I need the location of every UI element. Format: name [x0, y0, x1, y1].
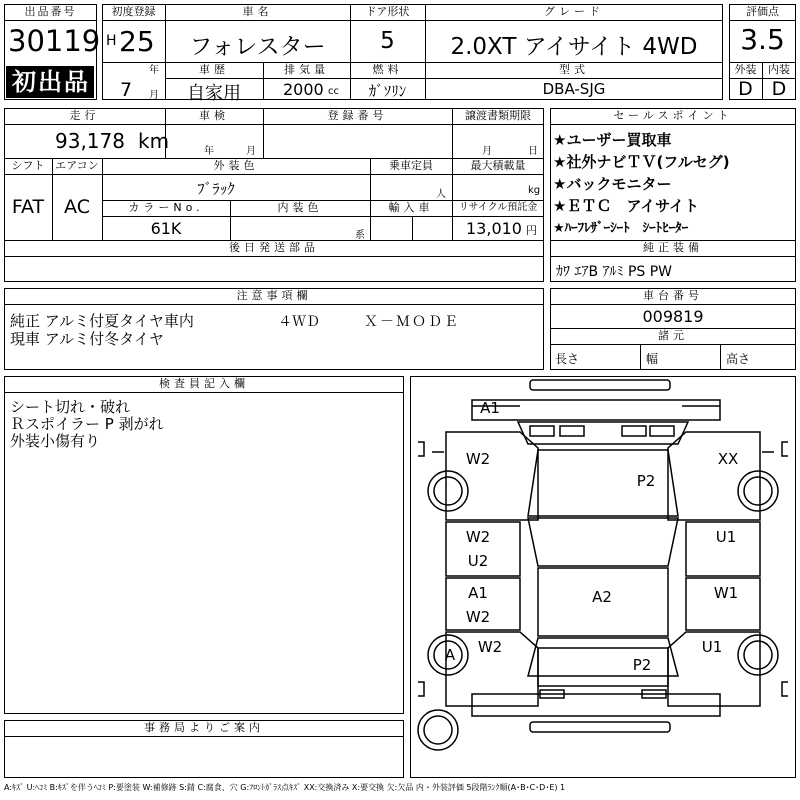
legend: A:ｷｽﾞ U:ﾍｺﾐ B:ｷｽﾞを伴うﾍｺﾐ P:要塗装 W:補修跡 S:錆 C:腐食、穴 G:ﾌﾛﾝﾄｶﾞﾗｽ点ｷｽﾞ XX:交換済み X:要交換 欠:欠品 内・外装評価 5段階ﾗﾝｸ順(A･B･C･D･E) 1	[4, 783, 566, 792]
grade-value: 2.0XT アイサイト 4WD	[450, 34, 698, 60]
color-value: ﾌﾞﾗｯｸ	[197, 180, 235, 198]
fuel-label: 燃料	[372, 63, 403, 76]
interior-color-label: 内装色	[277, 201, 323, 214]
notes-line-2: 現車 アルミ付冬タイヤ	[10, 330, 164, 348]
exterior-grade: D	[738, 78, 753, 100]
color-label: 外装色	[213, 159, 259, 172]
plate-label: 登録番号	[327, 109, 388, 122]
era: H	[106, 33, 117, 49]
exterior-label: 外装	[734, 63, 757, 76]
mark-left-rear-door: A1	[468, 584, 488, 602]
recycle-label: リサイクル預託金	[458, 202, 538, 213]
inspector-line-3: 外装小傷有り	[10, 432, 101, 450]
mark-left-rear-wheel: A	[444, 646, 456, 664]
history-value: 自家用	[187, 83, 241, 104]
load-unit: kg	[528, 185, 541, 196]
inspector-line-1: シート切れ・破れ	[10, 398, 131, 416]
chassis-title: 車台番号	[643, 289, 703, 302]
fuel-value: ｶﾞｿﾘﾝ	[368, 82, 407, 100]
mark-left-rear-door-b: W2	[465, 608, 491, 626]
month: 7	[120, 79, 133, 101]
shift-label: シフト	[11, 159, 45, 172]
inspector-line-2: Ｒスポイラー P 剥がれ	[10, 415, 164, 433]
score-label: 評価点	[746, 5, 779, 18]
displacement-value: 2000	[283, 80, 324, 99]
mark-right-rear-door: W1	[713, 584, 739, 602]
interior-color-unit: 系	[355, 230, 365, 241]
inspector-title: 検査員記入欄	[159, 377, 249, 390]
door-value: 5	[380, 28, 395, 54]
sales-point-2: ★社外ナビＴＶ(フルセグ)	[553, 153, 730, 171]
recycle-value: 13,010	[466, 219, 522, 238]
lot-label: 出品番号	[24, 5, 77, 18]
transfer-month-unit: 月	[482, 146, 492, 157]
notes-line-1c: Ｘ－ＭＯＤＥ	[364, 314, 460, 330]
import-label: 輸入車	[388, 201, 434, 214]
displacement-unit: cc	[328, 86, 339, 97]
sales-point-5: ★ﾊｰﾌﾚｻﾞｰｼｰﾄ ｼｰﾄﾋｰﾀｰ	[553, 221, 689, 236]
mileage-unit: km	[138, 129, 170, 153]
first-reg-label: 初度登録	[111, 5, 156, 18]
color-no-value: 61K	[150, 219, 182, 238]
sales-point-4: ★ＥＴＣ アイサイト	[553, 197, 700, 215]
transfer-label: 譲渡書類期限	[465, 109, 531, 122]
month-unit: 月	[149, 90, 159, 101]
transfer-day-unit: 日	[528, 146, 538, 157]
chassis-number: 009819	[642, 307, 704, 326]
inspection-label: 車検	[199, 109, 229, 122]
capacity-label: 乗車定員	[389, 159, 433, 172]
lot-number: 30119	[8, 24, 101, 58]
mark-left-front-door-b: U2	[467, 552, 489, 570]
capacity-unit: 人	[436, 189, 446, 200]
mark-front-left-fender: W2	[465, 450, 491, 468]
mark-left-front-door: W2	[465, 528, 491, 546]
office-title: 事務局よりご案内	[144, 721, 264, 734]
length-label: 長さ	[555, 352, 580, 366]
mileage-value: 93,178	[55, 129, 125, 153]
grade-label: グレード	[544, 5, 604, 18]
recycle-unit: 円	[526, 224, 537, 237]
interior-label: 内装	[768, 63, 790, 76]
color-no-label: カラーNo.	[128, 201, 204, 214]
mark-left-rear-fender: W2	[477, 638, 503, 656]
model-code-label: 型式	[559, 63, 589, 76]
mark-front-right-fender: XX	[717, 450, 739, 468]
load-label: 最大積載量	[470, 159, 526, 172]
sales-points-title: セールスポイント	[613, 109, 733, 122]
mark-front-bumper: A1	[480, 399, 500, 417]
score-value: 3.5	[740, 23, 785, 56]
sales-point-3: ★バックモニター	[553, 175, 672, 193]
shift-value: FAT	[11, 196, 45, 218]
car-diagram	[410, 376, 796, 778]
first-listing-label: 初出品	[12, 68, 90, 96]
notes-line-1b: ４ＷＤ	[278, 314, 320, 330]
displacement-label: 排気量	[284, 63, 329, 76]
equipment-title: 純正装備	[643, 241, 703, 254]
year-unit: 年	[149, 65, 159, 76]
year: 25	[119, 25, 155, 58]
inspection-month-unit: 月	[246, 146, 256, 157]
ac-value: AC	[64, 196, 90, 218]
notes-title: 注意事項欄	[236, 289, 312, 302]
mark-right-front-door: U1	[715, 528, 737, 546]
interior-grade: D	[771, 78, 787, 100]
door-label: ドア形状	[365, 5, 410, 18]
inspection-year-unit: 年	[204, 146, 214, 157]
history-label: 車歴	[199, 63, 229, 76]
equipment-value: ｶﾜ ｴｱB ｱﾙﾐ PS PW	[556, 264, 673, 280]
mileage-label: 走行	[69, 109, 100, 122]
sales-point-1: ★ユーザー買取車	[553, 131, 672, 149]
mark-trunk: P2	[632, 656, 652, 674]
model-code-value: DBA-SJG	[542, 80, 606, 98]
car-name: フォレスター	[189, 34, 326, 60]
height-label: 高さ	[726, 352, 751, 366]
later-parts-label: 後日発送部品	[229, 241, 319, 254]
mark-roof: A2	[592, 588, 612, 606]
ac-label: エアコン	[55, 159, 99, 172]
car-name-label: 車名	[242, 5, 273, 18]
mark-right-rear-fender: U1	[701, 638, 723, 656]
dimensions-title: 諸元	[658, 329, 688, 342]
width-label: 幅	[646, 352, 659, 366]
notes-line-1a: 純正 アルミ付夏タイヤ車内	[10, 312, 194, 330]
mark-hood: P2	[636, 472, 656, 490]
